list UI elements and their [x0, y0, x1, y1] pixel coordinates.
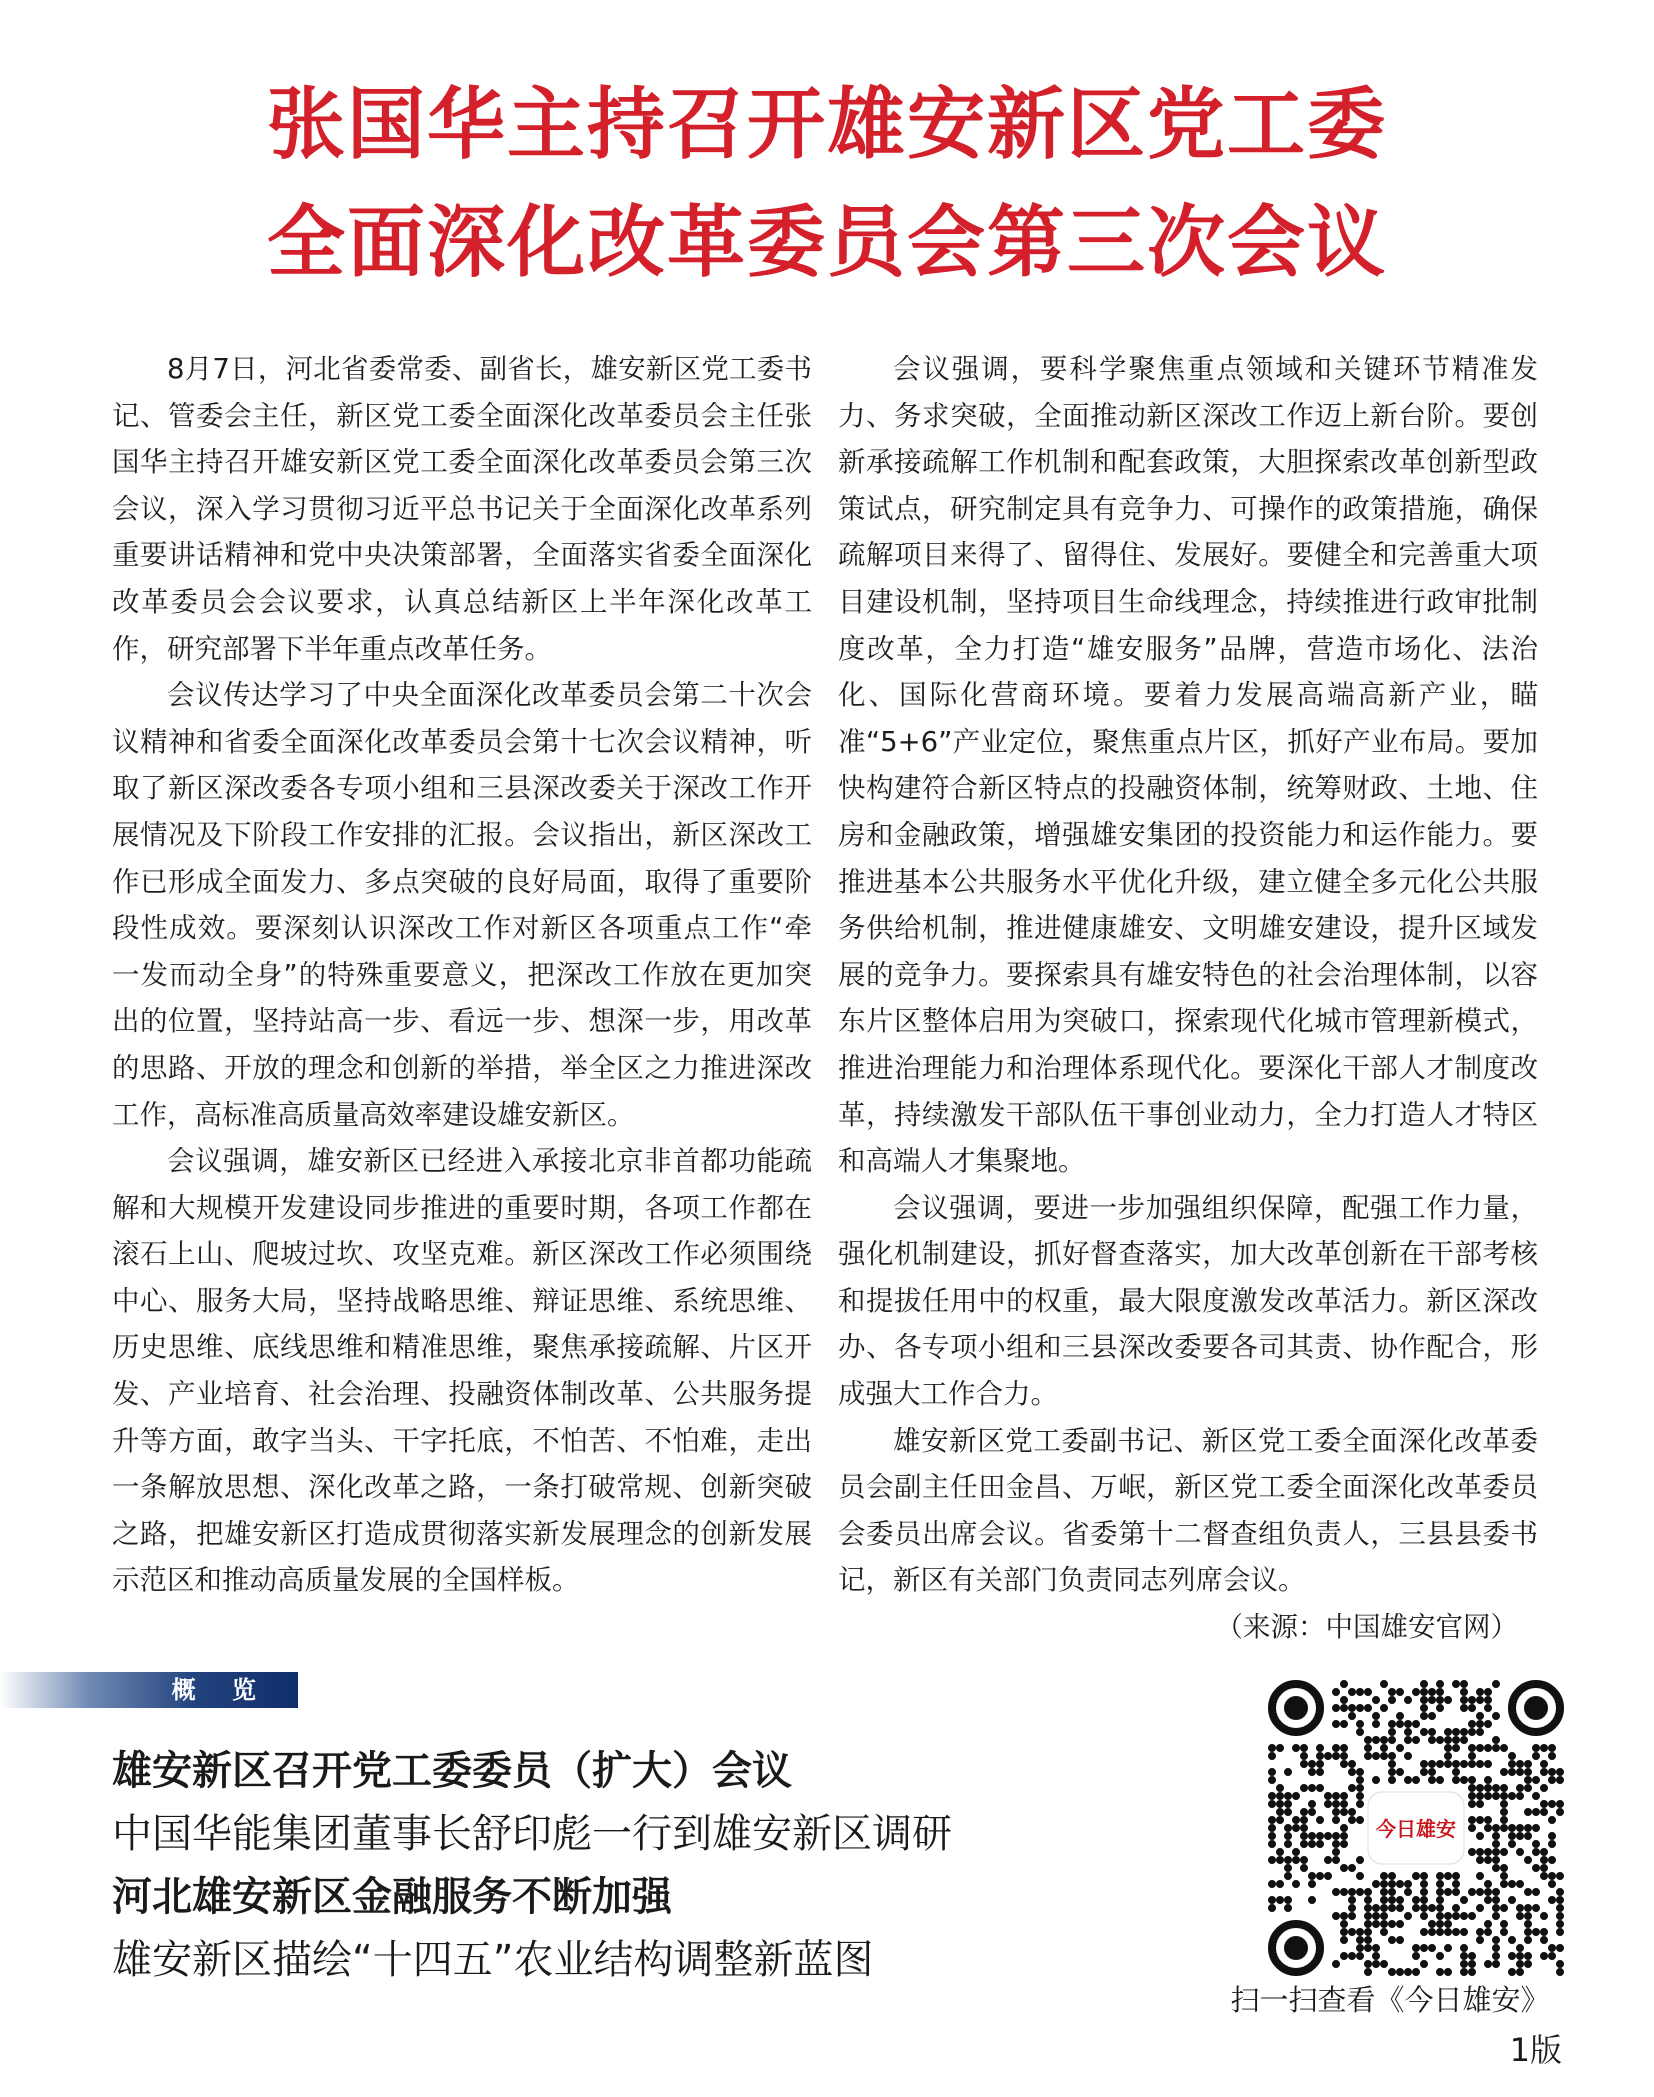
article-paragraph: 会议传达学习了中央全面深化改革委员会第二十次会议精神和省委全面深化改革委员会第十七次会议精神，听取了新区深改委各专项小组和三县深改委关于深改工作开展情况及下阶段工作安排的汇报。会议指出，新区深改工作已形成全面发力、多点突破的良好局面，取得了重要阶段性成效。要深刻认识深改工作对新区各项重点工作“牵一发而动全身”的特殊重要意义，把深改工作放在更加突出的位置，坚持站高一步、看远一步、想深一步，用改革的思路、开放的理念和创新的举措，举全区之力推进深改工作，高标准高质量高效率建设雄安新区。: [112, 679, 812, 1131]
overview-item[interactable]: 雄安新区召开党工委委员（扩大）会议: [112, 1748, 792, 1794]
overview-item[interactable]: 雄安新区描绘“十四五”农业结构调整新蓝图: [112, 1937, 874, 1983]
overview-list: [112, 1740, 1212, 1992]
article-paragraph: 会议强调，雄安新区已经进入承接北京非首都功能疏解和大规模开发建设同步推进的重要时期，各项工作都在滚石上山、爬坡过坎、攻坚克难。新区深改工作必须围绕中心、服务大局，坚持战略思维、辩证思维、系统思维、历史思维、底线思维和精准思维，聚焦承接疏解、片区开发、产业培育、社会治理、投融资体制改革、公共服务提升等方面，敢字当头、干字托底，不怕苦、不怕难，走出一条解放思想、深化改革之路，一条打破常规、创新突破之路，把雄安新区打造成贯彻落实新发展理念的创新发展示范区和推动高质量发展的全国样板。: [112, 1145, 812, 1597]
headline-line-1: 张国华主持召开雄安新区党工委: [266, 80, 1387, 170]
article-paragraph: 会议强调，要进一步加强组织保障，配强工作力量，强化机制建设，抓好督查落实，加大改革创新在干部考核和提拔任用中的权重，最大限度激发改革活力。新区深改办、各专项小组和三县深改委要各司其责、协作配合，形成强大工作合力。: [838, 1191, 1538, 1411]
headline: [0, 66, 1654, 302]
article-paragraph: 雄安新区党工委副书记、新区党工委全面深化改革委员会副主任田金昌、万岷，新区党工委全面深化改革委员会委员出席会议。省委第十二督查组负责人，三县县委书记，新区有关部门负责同志列席会议。: [838, 1424, 1538, 1597]
article-column-left: [112, 346, 812, 1604]
overview-item[interactable]: 中国华能集团董事长舒印彪一行到雄安新区调研: [112, 1811, 952, 1857]
overview-item[interactable]: 河北雄安新区金融服务不断加强: [112, 1874, 672, 1920]
article-paragraph: 会议强调，要科学聚焦重点领域和关键环节精准发力、务求突破，全面推动新区深改工作迈上新台阶。要创新承接疏解工作机制和配套政策，大胆探索改革创新型政策试点，研究制定具有竞争力、可操作的政策措施，确保疏解项目来得了、留得住、发展好。要健全和完善重大项目建设机制，坚持项目生命线理念，持续推进行政审批制度改革，全力打造“雄安服务”品牌，营造市场化、法治化、国际化营商环境。要着力发展高端高新产业，瞄准“5+6”产业定位，聚焦重点片区，抓好产业布局。要加快构建符合新区特点的投融资体制，统筹财政、土地、住房和金融政策，增强雄安集团的投资能力和运作能力。要推进基本公共服务水平优化升级，建立健全多元化公共服务供给机制，推进健康雄安、文明雄安建设，提升区域发展的竞争力。要探索具有雄安特色的社会治理体制，以容东片区整体启用为突破口，探索现代化城市管理新模式，推进治理能力和治理体系现代化。要深化干部人才制度改革，持续激发干部队伍干事创业动力，全力打造人才特区和高端人才集聚地。: [838, 353, 1538, 1178]
qr-caption: 扫一扫查看《今日雄安》: [1230, 1983, 1550, 2017]
article-column-right: [838, 346, 1538, 1651]
article-paragraph: 8月7日，河北省委常委、副省长，雄安新区党工委书记、管委会主任，新区党工委全面深化改革委员会主任张国华主持召开雄安新区党工委全面深化改革委员会第三次会议，深入学习贯彻习近平总书记关于全面深化改革系列重要讲话精神和党中央决策部署，全面落实省委全面深化改革委员会会议要求，认真总结新区上半年深化改革工作，研究部署下半年重点改革任务。: [112, 353, 812, 665]
qr-code[interactable]: [1268, 1680, 1564, 1976]
headline-line-2: 全面深化改革委员会第三次会议: [266, 198, 1387, 288]
qr-logo-text: 今日雄安: [1376, 1817, 1456, 1841]
page-number: 1版: [1509, 2031, 1562, 2069]
overview-label: 概 览: [171, 1676, 270, 1704]
article-source: （来源：中国雄安官网）: [1215, 1611, 1518, 1644]
overview-banner: [0, 1672, 298, 1708]
